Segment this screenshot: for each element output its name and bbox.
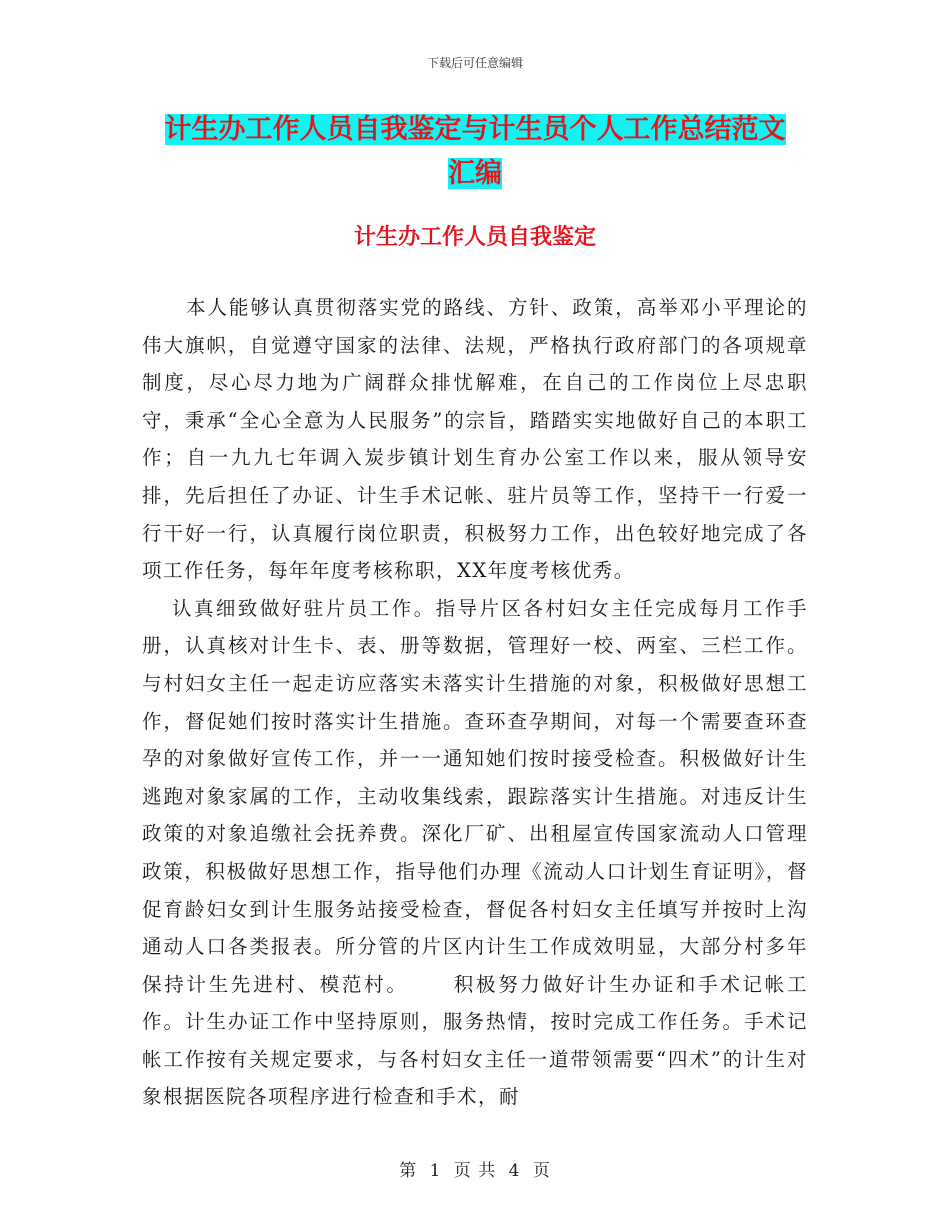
footer-suffix: 页 [532,1161,551,1181]
document-title [140,108,810,196]
section-title: 计生办工作人员自我鉴定 [353,225,596,250]
title-line-1: 计生办工作人员自我鉴定与计生员个人工作总结范文 [164,114,786,145]
footer-page-number: 1 [429,1161,442,1181]
paragraph-2 [142,590,808,1116]
footer-mid: 页 共 [453,1161,497,1181]
paragraph-1: 本人能够认真贯彻落实党的路线、方针、政策，高举邓小平理论的伟大旗帜，自觉遵守国家的法律、法规，严格执行政府部门的各项规章制度，尽心尽力地为广阔群众排忧解难，在自己的工作岗位上尽忠职守，秉承“全心全意为人民服务”的宗旨，踏踏实实地做好自己的本职工作；自一九九七年调入炭步镇计划生育办公室工作以来，服从领导安排，先后担任了办证、计生手术记帐、驻片员等工作，坚持干一行爱一行干好一行，认真履行岗位职责，积极努力工作，出色较好地完成了各项工作任务，每年年度考核称职，XX年度考核优秀。 [142,296,808,583]
body-text [142,289,808,1116]
page-footer [0,1156,950,1181]
paragraph-2-part-a: 认真细致做好驻片员工作。指导片区各村妇女主任完成每月工作手册，认真核对计生卡、表、册等数据，管理好一校、两室、三栏工作。与村妇女主任一起走访应落实未落实计生措施的对象，积极做好思想工作，督促她们按时落实计生措施。查环查孕期间，对每一个需要查环查孕的对象做好宣传工作，并一一通知她们按时接受检查。积极做好计生逃跑对象家属的工作，主动收集线索，跟踪落实计生措施。对违反计生政策的对象追缴社会抚养费。深化厂矿、出租屋宣传国家流动人口管理政策，积极做好思想工作，指导他们办理《流动人口计划生育证明》，督促育龄妇女到计生服务站接受检查，督促各村妇女主任填写并按时上沟通动人口各类报表。所分管的片区内计生工作成效明显，大部分村多年保持计生先进村、模范村。 [142,596,808,996]
footer-prefix: 第 [399,1161,418,1181]
paragraph-2-part-b: 积极努力做好计生办证和手术记帐工作。计生办证工作中坚持原则，服务热情，按时完成工作任务。手术记帐工作按有关规定要求，与各村妇女主任一道带领需要“四术”的计生对象根据医院各项程序进行检查和手术，耐 [142,972,808,1109]
title-line-2: 汇编 [448,158,502,189]
header-note: 下载后可任意编辑 [426,56,523,70]
footer-total-pages: 4 [508,1161,521,1181]
